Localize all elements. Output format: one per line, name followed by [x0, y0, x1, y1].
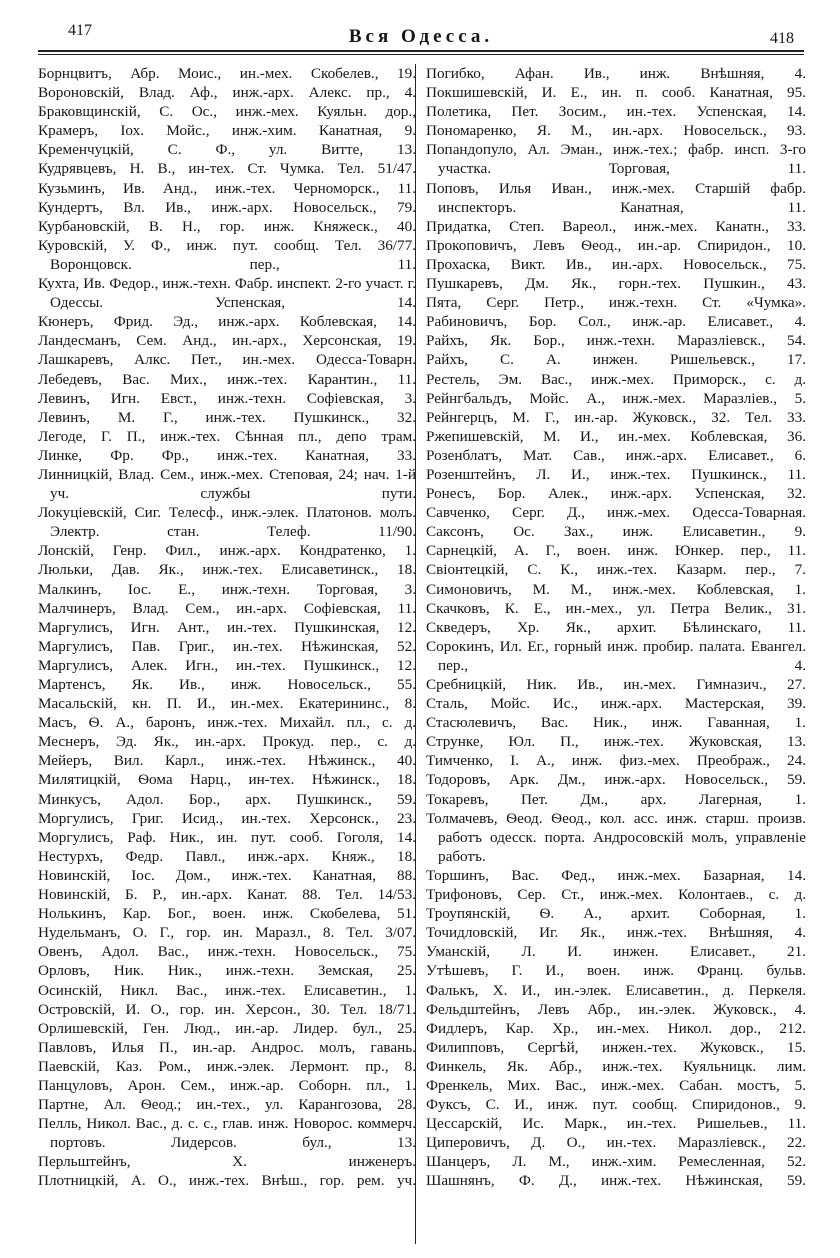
directory-entry: Перльштейнъ, Х. инженеръ. — [38, 1153, 416, 1171]
directory-entry: Поповъ, Илья Иван., инж.-мех. Старшій фабр. инспекторъ. Канатная, 11. — [426, 179, 806, 216]
directory-entry: Рейнгерцъ, М. Г., ин.-ар. Жуковск., 32. Тел. 33. — [426, 408, 806, 426]
directory-entry: Моргулисъ, Раф. Ник., ин. пут. сооб. Гоголя, 14. — [38, 828, 416, 846]
directory-entry: Малкинъ, Іос. Е., инж.-техн. Торговая, 3. — [38, 580, 416, 598]
directory-entry: Кузьминъ, Ив. Анд., инж.-тех. Черноморск., 11. — [38, 179, 416, 197]
directory-entry: Тодоровъ, Арк. Дм., инж.-арх. Новосельск., 59. — [426, 771, 806, 789]
directory-entry: Лонскій, Генр. Фил., инж.-арх. Кондратенко, 1. — [38, 542, 416, 560]
directory-entry: Легоде, Г. П., инж.-тех. Сѣнная пл., депо трам. — [38, 427, 416, 445]
directory-entry: Фидлеръ, Кар. Хр., ин.-мех. Никол. дор., 212. — [426, 1019, 806, 1037]
directory-entry: Маргулисъ, Пав. Григ., ин.-тех. Нѣжинская, 52. — [38, 637, 416, 655]
directory-entry: Филипповъ, Сергѣй, инжен.-тех. Жуковск., 15. — [426, 1038, 806, 1056]
directory-entry: Розенштейнъ, Л. И., инж.-тех. Пушкинск., 11. — [426, 465, 806, 483]
directory-entry: Островскій, И. О., гор. ин. Херсон., 30. Тел. 18/71. — [38, 1000, 416, 1018]
page-header — [38, 18, 804, 46]
directory-entry: Саксонъ, Ос. Зах., инж. Елисаветин., 9. — [426, 523, 806, 541]
directory-entry: Плотницкій, А. О., инж.-тех. Внѣш., гор. рем. уч. — [38, 1172, 416, 1190]
directory-entry: Фалькъ, Х. И., ин.-элек. Елисаветин., д. Перкеля. — [426, 981, 806, 999]
directory-entry: Циперовичъ, Д. О., ин.-тех. Маразліевск., 22. — [426, 1134, 806, 1152]
directory-entry: Панцуловъ, Арон. Сем., инж.-ар. Соборн. пл., 1. — [38, 1076, 416, 1094]
directory-entry: Симоновичъ, М. М., инж.-мех. Коблевская, 1. — [426, 580, 806, 598]
directory-entry: Скачковъ, К. Е., ин.-мех., ул. Петра Велик., 31. — [426, 599, 806, 617]
directory-entry: Борнцвитъ, Абр. Моис., ин.-мех. Скобелев., 19. — [38, 65, 416, 82]
directory-entry: Фуксъ, С. И., инж. пут. сообщ. Спиридонов., 9. — [426, 1096, 806, 1114]
directory-entry: Точидловскій, Иг. Як., инж.-тех. Внѣшняя, 4. — [426, 924, 806, 942]
directory-entry: Покшишевскій, И. Е., ин. п. сооб. Канатная, 95. — [426, 84, 806, 102]
directory-entry: Локуціевскій, Сиг. Телесф., инж.-элек. Платонов. молъ. Электр. стан. Телеф. 11/90. — [38, 504, 416, 541]
directory-entry: Стасюлевичъ, Вас. Ник., инж. Гаванная, 1. — [426, 714, 806, 732]
directory-entry: Линницкій, Влад. Сем., инж.-мех. Степовая, 24; нач. 1-й уч. службы пути. — [38, 465, 416, 503]
directory-entry: Прокоповичъ, Левъ Ѳеод., ин.-ар. Спиридон., 10. — [426, 236, 806, 254]
directory-entry: Куровскій, У. Ф., инж. пут. сообщ. Тел. 36/77. Воронцовск. пер., 11. — [38, 236, 416, 273]
directory-entry: Орлишевскій, Ген. Люд., ин.-ар. Лидер. бул., 25. — [38, 1019, 416, 1037]
directory-entry: Паевскій, Каз. Ром., инж.-элек. Лермонт. пр., 8. — [38, 1057, 416, 1075]
directory-entry: Струнке, Юл. П., инж.-тех. Жуковская, 13. — [426, 733, 806, 751]
directory-entry: Лебедевъ, Вас. Мих., инж.-тех. Карантин., 11. — [38, 370, 416, 388]
directory-entry: Рестель, Эм. Вас., инж.-мех. Приморск., с. д. — [426, 370, 806, 388]
directory-entry: Мейеръ, Вил. Карл., инж.-тех. Нѣжинск., 40. — [38, 752, 416, 770]
directory-entry: Моргулисъ, Григ. Исид., ин.-тех. Херсонск., 23. — [38, 809, 416, 827]
directory-entry: Шанцеръ, Л. М., инж.-хим. Ремесленная, 52. — [426, 1153, 806, 1171]
directory-entry: Кундертъ, Вл. Ив., инж.-арх. Новосельск., 79. — [38, 198, 416, 216]
directory-entry: Партне, Ал. Ѳеод.; ин.-тех., ул. Карангозова, 28. — [38, 1096, 416, 1114]
directory-entry: Овенъ, Адол. Вас., инж.-техн. Новосельск., 75. — [38, 943, 416, 961]
directory-entry: Орловъ, Ник. Ник., инж.-техн. Земская, 25. — [38, 962, 416, 980]
directory-entry: Сталь, Мойс. Ис., инж.-арх. Мастерская, 39. — [426, 695, 806, 713]
directory-entry: Вороновскій, Влад. Аф., инж.-арх. Алекс. пр., 4. — [38, 84, 416, 102]
left-column — [38, 64, 416, 1191]
directory-entry: Маргулисъ, Игн. Ант., ин.-тех. Пушкинская, 12. — [38, 618, 416, 636]
directory-entry: Сорокинъ, Ил. Ег., горный инж. пробир. палата. Евангел. пер., 4. — [426, 637, 806, 674]
directory-entry: Кудрявцевъ, Н. В., ин-тех. Ст. Чумка. Тел. 51/47. — [38, 160, 416, 178]
directory-entry: Рабиновичъ, Бор. Сол., инж.-ар. Елисавет., 4. — [426, 313, 806, 331]
directory-entry: Масальскій, кн. П. И., ин.-мех. Екатерининс., 8. — [38, 695, 416, 713]
directory-entry: Нолькинъ, Кар. Бог., воен. инж. Скобелева, 51. — [38, 905, 416, 923]
directory-entry: Ронесъ, Бор. Алек., инж.-арх. Успенская, 32. — [426, 485, 806, 503]
directory-entry: Райхъ, Як. Бор., инж.-техн. Маразліевск., 54. — [426, 332, 806, 350]
directory-entry: Прохаска, Викт. Ив., ин.-арх. Новосельск., 75. — [426, 255, 806, 273]
directory-entry: Придатка, Степ. Вареол., инж.-мех. Канатн., 33. — [426, 217, 806, 235]
directory-entry: Троупянскій, Ѳ. А., архит. Соборная, 1. — [426, 905, 806, 923]
directory-entry: Малчинеръ, Влад. Сем., ин.-арх. Софіевская, 11. — [38, 599, 416, 617]
directory-entry: Пономаренко, Я. М., ин.-арх. Новосельск., 93. — [426, 122, 806, 140]
directory-entry: Розенблатъ, Мат. Сав., инж.-арх. Елисавет., 6. — [426, 446, 806, 464]
page-number-left: 417 — [68, 22, 92, 39]
directory-entry: Пелль, Никол. Вас., д. с. с., глав. инж. Новорос. коммерч. портовъ. Лидерсов. бул., 13. — [38, 1115, 416, 1152]
directory-entry: Пята, Серг. Петр., инж.-техн. Ст. «Чумка». — [426, 294, 806, 312]
directory-entry: Меснеръ, Эд. Як., ин.-арх. Прокуд. пер., с. д. — [38, 733, 416, 751]
directory-entry: Осинскій, Никл. Вас., инж.-тех. Елисаветин., 1. — [38, 981, 416, 999]
page-number-right: 418 — [770, 30, 794, 47]
directory-entry: Тимченко, І. А., инж. физ.-мех. Преображ., 24. — [426, 752, 806, 770]
directory-entry: Попандопуло, Ал. Эман., инж.-тех.; фабр. инсп. 3-го участка. Торговая, 11. — [426, 141, 806, 178]
directory-entry: Свіонтецкій, С. К., инж.-тех. Казарм. пер., 7. — [426, 561, 806, 579]
directory-entry: Крамеръ, Іох. Мойс., инж.-хим. Канатная, 9. — [38, 122, 416, 140]
directory-entry: Левинъ, М. Г., инж.-тех. Пушкинск., 32. — [38, 408, 416, 426]
directory-entry: Кременчуцкій, С. Ф., ул. Витте, 13. — [38, 141, 416, 159]
directory-entry: Новинскій, Б. Р., ин.-арх. Канат. 88. Тел. 14/53. — [38, 886, 416, 904]
directory-entry: Браковщинскій, С. Ос., инж.-мех. Куяльн. дор., — [38, 103, 416, 121]
directory-entry: Ландесманъ, Сем. Анд., ин.-арх., Херсонская, 19. — [38, 332, 416, 350]
directory-entry: Сарнецкій, А. Г., воен. инж. Юнкер. пер., 11. — [426, 542, 806, 560]
directory-entry: Курбановскій, В. Н., гор. инж. Княжеск., 40. — [38, 217, 416, 235]
right-column — [426, 64, 806, 1191]
running-title: Вся Одесса. — [348, 26, 494, 47]
directory-entry: Сребницкій, Ник. Ив., ин.-мех. Гимназич., 27. — [426, 676, 806, 693]
directory-entry: Новинскій, Іос. Дом., инж.-тех. Канатная, 88. — [38, 866, 416, 884]
directory-entry: Нудельманъ, О. Г., гор. ин. Маразл., 8. Тел. 3/07. — [38, 924, 416, 942]
directory-entry: Кухта, Ив. Федор., инж.-техн. Фабр. инспект. 2-го участ. г. Одессы. Успенская, 14. — [38, 275, 416, 312]
directory-entry: Токаревъ, Пет. Дм., арх. Лагерная, 1. — [426, 790, 806, 808]
directory-entry: Линке, Фр. Фр., инж.-тех. Канатная, 33. — [38, 446, 416, 464]
directory-entry: Масъ, Ѳ. А., баронъ, инж.-тех. Михайл. пл., с. д. — [38, 714, 416, 732]
directory-entry: Савченко, Серг. Д., инж.-мех. Одесса-Товарная. — [426, 504, 806, 522]
directory-entry: Ржепишевскій, М. И., ин.-мех. Коблевская, 36. — [426, 427, 806, 445]
directory-entry: Пушкаревъ, Дм. Як., горн.-тех. Пушкин., 43. — [426, 275, 806, 293]
directory-entry: Левинъ, Игн. Евст., инж.-техн. Софіевская, 3. — [38, 389, 416, 407]
directory-entry: Люльки, Дав. Як., инж.-тех. Елисаветинск., 18. — [38, 561, 416, 579]
directory-entry: Финкель, Як. Абр., инж.-тех. Куяльницк. лим. — [426, 1057, 806, 1075]
directory-entry: Кюнеръ, Фрид. Эд., инж.-арх. Коблевская, 14. — [38, 313, 416, 331]
directory-entry: Погибко, Афан. Ив., инж. Внѣшняя, 4. — [426, 65, 806, 82]
directory-entry: Цессарскій, Ис. Марк., ин.-тех. Ришельев., 11. — [426, 1115, 806, 1133]
directory-entry: Шашнянъ, Ф. Д., инж.-тех. Нѣжинская, 59. — [426, 1172, 806, 1190]
directory-entry: Полетика, Пет. Зосим., ин.-тех. Успенская, 14. — [426, 103, 806, 121]
directory-entry: Скведеръ, Хр. Як., архит. Бѣлинскаго, 11. — [426, 618, 806, 636]
directory-entry: Толмачевъ, Ѳеод. Ѳеод., кол. асс. инж. старш. произв. работъ одесск. порта. Андросовскій молъ, управленіе работъ. — [426, 809, 806, 865]
header-rule — [38, 50, 804, 55]
directory-entry: Торшинъ, Вас. Фед., инж.-мех. Базарная, 14. — [426, 866, 806, 884]
directory-entry: Лашкаревъ, Алкс. Пет., ин.-мех. Одесса-Товарн. — [38, 351, 416, 369]
directory-entry: Трифоновъ, Сер. Ст., инж.-мех. Колонтаев., с. д. — [426, 886, 806, 904]
directory-entry: Утѣшевъ, Г. И., воен. инж. Франц. бульв. — [426, 962, 806, 980]
directory-entry: Уманскій, Л. И. инжен. Елисавет., 21. — [426, 943, 806, 961]
directory-entry: Фельдштейнъ, Левъ Абр., ин.-элек. Жуковск., 4. — [426, 1000, 806, 1018]
directory-entry: Рейнгбальдъ, Мойс. А., инж.-мех. Маразліев., 5. — [426, 389, 806, 407]
directory-entry: Маргулисъ, Алек. Игн., ин.-тех. Пушкинск., 12. — [38, 656, 416, 674]
directory-entry: Павловъ, Илья П., ин.-ар. Андрос. молъ, гавань. — [38, 1038, 416, 1056]
directory-entry: Милятицкій, Ѳома Нарц., ин-тех. Нѣжинск., 18. — [38, 771, 416, 789]
directory-entry: Райхъ, С. А. инжен. Ришельевск., 17. — [426, 351, 806, 369]
directory-entry: Френкель, Мих. Вас., инж.-мех. Сабан. мостъ, 5. — [426, 1076, 806, 1094]
directory-entry: Нестурхъ, Федр. Павл., инж.-арх. Княж., 18. — [38, 847, 416, 865]
directory-entry: Минкусъ, Адол. Бор., арх. Пушкинск., 59. — [38, 790, 416, 808]
column-divider — [415, 64, 416, 1244]
directory-entry: Мартенсъ, Як. Ив., инж. Новосельск., 55. — [38, 676, 416, 693]
